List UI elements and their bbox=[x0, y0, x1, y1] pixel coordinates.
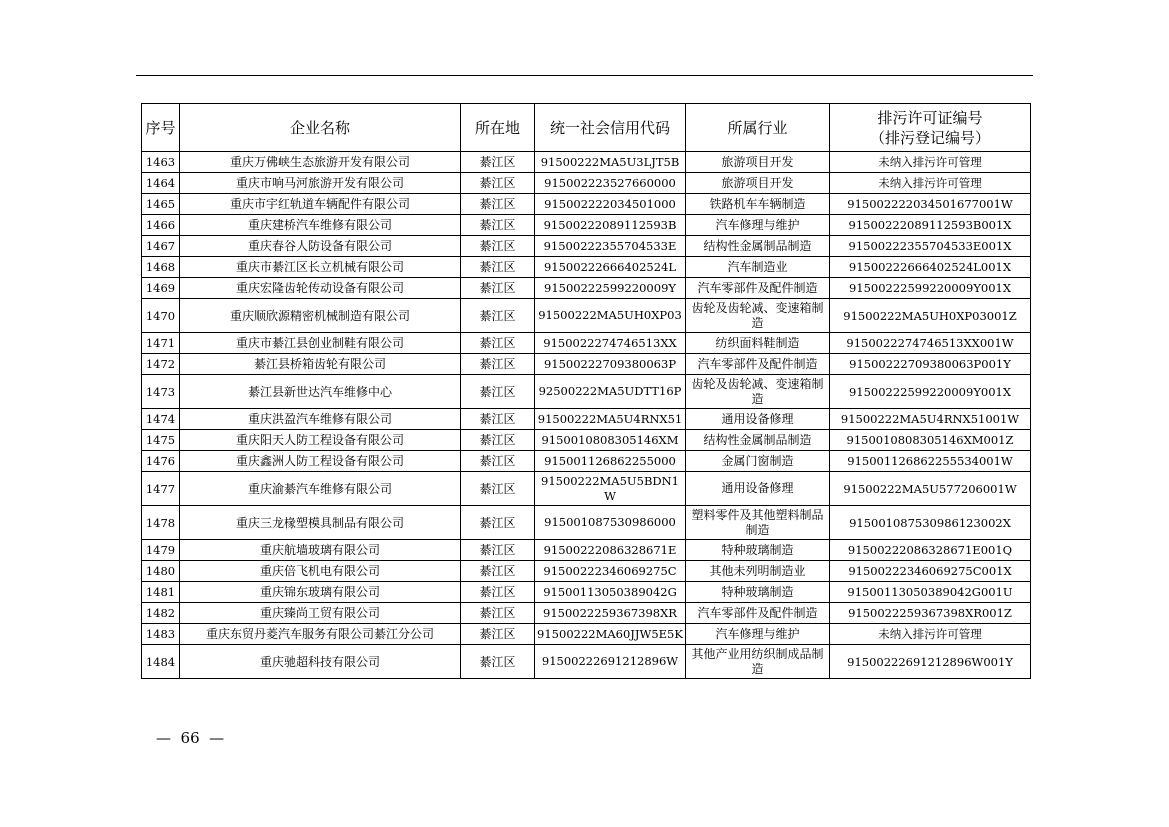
cell-credit-code: 9150022259367398XR bbox=[535, 603, 686, 624]
cell-permit: 91500113050389042G001U bbox=[830, 582, 1031, 603]
header-permit-line1: 排污许可证编号 bbox=[877, 108, 983, 127]
table-row bbox=[142, 645, 1031, 679]
cell-no: 1471 bbox=[142, 333, 180, 354]
cell-name: 重庆万佛峡生态旅游开发有限公司 bbox=[180, 152, 461, 173]
cell-credit-code: 915001126862255000 bbox=[535, 451, 686, 472]
table-row bbox=[142, 624, 1031, 645]
cell-industry: 通用设备修理 bbox=[686, 472, 830, 506]
cell-location: 綦江区 bbox=[461, 278, 535, 299]
cell-credit-code: 9150022208911​2593B bbox=[535, 215, 686, 236]
cell-industry: 特种玻璃制造 bbox=[686, 540, 830, 561]
cell-industry: 铁路机车车辆制造 bbox=[686, 194, 830, 215]
cell-industry: 汽车修理与维护 bbox=[686, 215, 830, 236]
cell-credit-code: 91500222086328671E bbox=[535, 540, 686, 561]
cell-industry: 齿轮及齿轮减、变速箱制造 bbox=[686, 375, 830, 409]
table-header-row bbox=[142, 104, 1031, 152]
table-row bbox=[142, 409, 1031, 430]
cell-no: 1479 bbox=[142, 540, 180, 561]
cell-no: 1478 bbox=[142, 506, 180, 540]
cell-credit-code: 91500222MA5U3LJT5B bbox=[535, 152, 686, 173]
cell-no: 1465 bbox=[142, 194, 180, 215]
cell-industry: 旅游项目开发 bbox=[686, 173, 830, 194]
cell-location: 綦江区 bbox=[461, 194, 535, 215]
table-row bbox=[142, 236, 1031, 257]
cell-industry: 汽车零部件及配件制造 bbox=[686, 278, 830, 299]
cell-credit-code: 91500222666402524L bbox=[535, 257, 686, 278]
cell-location: 綦江区 bbox=[461, 472, 535, 506]
cell-credit-code: 91500222MA5U5BDN1W bbox=[535, 472, 686, 506]
cell-name: 重庆春谷人防设备有限公司 bbox=[180, 236, 461, 257]
cell-permit: 未纳入排污许可管理 bbox=[830, 173, 1031, 194]
cell-location: 綦江区 bbox=[461, 409, 535, 430]
cell-industry: 通用设备修理 bbox=[686, 409, 830, 430]
cell-name: 綦江县新世达汽车维修中心 bbox=[180, 375, 461, 409]
cell-no: 1469 bbox=[142, 278, 180, 299]
cell-permit: 91500222203450167700​1W bbox=[830, 194, 1031, 215]
cell-permit: 91500222MA5UH0XP03001Z bbox=[830, 299, 1031, 333]
cell-no: 1475 bbox=[142, 430, 180, 451]
cell-credit-code: 91500222MA5UH0XP03 bbox=[535, 299, 686, 333]
cell-location: 綦江区 bbox=[461, 561, 535, 582]
cell-permit: 91500222089112593B001X bbox=[830, 215, 1031, 236]
cell-permit: 91500112686225553​4001W bbox=[830, 451, 1031, 472]
cell-credit-code: 915001087530986000 bbox=[535, 506, 686, 540]
header-credit-code: 统一社会信用代码 bbox=[535, 104, 686, 152]
cell-permit: 9150022274746513XX001W bbox=[830, 333, 1031, 354]
cell-no: 1474 bbox=[142, 409, 180, 430]
cell-no: 1466 bbox=[142, 215, 180, 236]
cell-name: 重庆市綦江县创业制鞋有限公司 bbox=[180, 333, 461, 354]
cell-permit: 91500222599220009Y001X bbox=[830, 278, 1031, 299]
cell-location: 綦江区 bbox=[461, 236, 535, 257]
cell-industry: 汽车零部件及配件制造 bbox=[686, 354, 830, 375]
table-row bbox=[142, 451, 1031, 472]
cell-permit: 91500222346069275C001X bbox=[830, 561, 1031, 582]
cell-name: 重庆三龙椽塑模具制品有限公司 bbox=[180, 506, 461, 540]
cell-name: 重庆臻尚工贸有限公司 bbox=[180, 603, 461, 624]
cell-permit: 91500222709380063P001Y bbox=[830, 354, 1031, 375]
cell-name: 重庆顺欣源精密机械制造有限公司 bbox=[180, 299, 461, 333]
cell-no: 1482 bbox=[142, 603, 180, 624]
cell-name: 重庆鑫洲人防工程设备有限公司 bbox=[180, 451, 461, 472]
cell-permit: 91500222599220009Y001X bbox=[830, 375, 1031, 409]
header-permit bbox=[830, 104, 1031, 152]
cell-credit-code: 91500222709380063P bbox=[535, 354, 686, 375]
cell-industry: 齿轮及齿轮减、变速箱制造 bbox=[686, 299, 830, 333]
cell-name: 重庆阳天人防工程设备有限公司 bbox=[180, 430, 461, 451]
table-row bbox=[142, 299, 1031, 333]
cell-no: 1484 bbox=[142, 645, 180, 679]
cell-industry: 其他产业用纺织制成品制造 bbox=[686, 645, 830, 679]
cell-industry: 塑料零件及其他塑料制品制造 bbox=[686, 506, 830, 540]
cell-permit: 91500222MA5U4RNX51001W bbox=[830, 409, 1031, 430]
cell-credit-code: 915002222034501000 bbox=[535, 194, 686, 215]
cell-location: 綦江区 bbox=[461, 299, 535, 333]
header-industry: 所属行业 bbox=[686, 104, 830, 152]
cell-location: 綦江区 bbox=[461, 354, 535, 375]
header-name: 企业名称 bbox=[180, 104, 461, 152]
top-rule bbox=[136, 75, 1033, 76]
cell-no: 1472 bbox=[142, 354, 180, 375]
cell-name: 重庆航墙玻璃有限公司 bbox=[180, 540, 461, 561]
cell-permit: 未纳入排污许可管理 bbox=[830, 624, 1031, 645]
cell-location: 綦江区 bbox=[461, 645, 535, 679]
cell-location: 綦江区 bbox=[461, 603, 535, 624]
cell-name: 重庆洪盈汽车维修有限公司 bbox=[180, 409, 461, 430]
table-row bbox=[142, 215, 1031, 236]
cell-industry: 汽车零部件及配件制造 bbox=[686, 603, 830, 624]
cell-permit: 9150010808305146XM001Z bbox=[830, 430, 1031, 451]
cell-name: 重庆建桥汽车维修有限公司 bbox=[180, 215, 461, 236]
cell-location: 綦江区 bbox=[461, 430, 535, 451]
cell-no: 1477 bbox=[142, 472, 180, 506]
cell-name: 重庆渝綦汽车维修有限公司 bbox=[180, 472, 461, 506]
cell-name: 重庆宏隆齿轮传动设备有限公司 bbox=[180, 278, 461, 299]
cell-name: 重庆市响马河旅游开发有限公司 bbox=[180, 173, 461, 194]
cell-credit-code: 92500222MA5UDTT16P bbox=[535, 375, 686, 409]
table-row bbox=[142, 173, 1031, 194]
cell-permit: 91500222666402524L001X bbox=[830, 257, 1031, 278]
table-row bbox=[142, 582, 1031, 603]
cell-no: 1470 bbox=[142, 299, 180, 333]
cell-location: 綦江区 bbox=[461, 215, 535, 236]
cell-location: 綦江区 bbox=[461, 582, 535, 603]
cell-industry: 金属门窗制造 bbox=[686, 451, 830, 472]
table-row bbox=[142, 375, 1031, 409]
cell-industry: 汽车修理与维护 bbox=[686, 624, 830, 645]
header-no: 序号 bbox=[142, 104, 180, 152]
page-number: — 66 — bbox=[156, 729, 225, 747]
cell-location: 綦江区 bbox=[461, 624, 535, 645]
table-row bbox=[142, 194, 1031, 215]
cell-name: 重庆东贸丹菱汽车服务有限公司綦江分公司 bbox=[180, 624, 461, 645]
cell-location: 綦江区 bbox=[461, 333, 535, 354]
cell-name: 重庆倍飞机电有限公司 bbox=[180, 561, 461, 582]
cell-credit-code: 91500222MA60JJW5E5K bbox=[535, 624, 686, 645]
table-row bbox=[142, 152, 1031, 173]
table-row bbox=[142, 506, 1031, 540]
cell-no: 1476 bbox=[142, 451, 180, 472]
cell-credit-code: 9150010808305146XM bbox=[535, 430, 686, 451]
cell-name: 重庆市綦江区长立机械有限公司 bbox=[180, 257, 461, 278]
table-row bbox=[142, 430, 1031, 451]
cell-permit: 91500222691212896W001Y bbox=[830, 645, 1031, 679]
table-row bbox=[142, 333, 1031, 354]
cell-no: 1467 bbox=[142, 236, 180, 257]
cell-permit: 未纳入排污许可管理 bbox=[830, 152, 1031, 173]
cell-industry: 纺织面料鞋制造 bbox=[686, 333, 830, 354]
cell-name: 重庆驰超科技有限公司 bbox=[180, 645, 461, 679]
table-body bbox=[142, 152, 1031, 679]
cell-no: 1481 bbox=[142, 582, 180, 603]
cell-credit-code: 91500222346069275C bbox=[535, 561, 686, 582]
cell-credit-code: 915002223527660000 bbox=[535, 173, 686, 194]
cell-location: 綦江区 bbox=[461, 540, 535, 561]
table-row bbox=[142, 257, 1031, 278]
enterprise-table bbox=[141, 103, 1031, 679]
table-row bbox=[142, 472, 1031, 506]
cell-permit: 91500222MA5U577206001W bbox=[830, 472, 1031, 506]
table-row bbox=[142, 561, 1031, 582]
cell-no: 1463 bbox=[142, 152, 180, 173]
cell-location: 綦江区 bbox=[461, 451, 535, 472]
cell-industry: 结构性金属制品制造 bbox=[686, 430, 830, 451]
cell-industry: 特种玻璃制造 bbox=[686, 582, 830, 603]
cell-industry: 其他未列明制造业 bbox=[686, 561, 830, 582]
cell-no: 1483 bbox=[142, 624, 180, 645]
cell-no: 1464 bbox=[142, 173, 180, 194]
cell-name: 綦江县桥箱齿轮有限公司 bbox=[180, 354, 461, 375]
cell-credit-code: 9150022274746513XX bbox=[535, 333, 686, 354]
cell-permit: 9150022259367398XR001Z bbox=[830, 603, 1031, 624]
cell-credit-code: 91500222355704533E bbox=[535, 236, 686, 257]
cell-location: 綦江区 bbox=[461, 506, 535, 540]
header-location: 所在地 bbox=[461, 104, 535, 152]
table-row bbox=[142, 603, 1031, 624]
table-row bbox=[142, 278, 1031, 299]
cell-location: 綦江区 bbox=[461, 173, 535, 194]
table-row bbox=[142, 354, 1031, 375]
cell-location: 綦江区 bbox=[461, 375, 535, 409]
cell-credit-code: 91500222MA5U4RNX51 bbox=[535, 409, 686, 430]
cell-permit: 91500222086328671E001Q bbox=[830, 540, 1031, 561]
cell-industry: 结构性金属制品制造 bbox=[686, 236, 830, 257]
cell-no: 1480 bbox=[142, 561, 180, 582]
table-row bbox=[142, 540, 1031, 561]
cell-industry: 旅游项目开发 bbox=[686, 152, 830, 173]
cell-credit-code: 91500222691212896W bbox=[535, 645, 686, 679]
cell-credit-code: 91500222599220009Y bbox=[535, 278, 686, 299]
cell-no: 1468 bbox=[142, 257, 180, 278]
cell-no: 1473 bbox=[142, 375, 180, 409]
cell-permit: 91500222355704533E001X bbox=[830, 236, 1031, 257]
cell-name: 重庆锦东玻璃有限公司 bbox=[180, 582, 461, 603]
cell-industry: 汽车制造业 bbox=[686, 257, 830, 278]
cell-location: 綦江区 bbox=[461, 152, 535, 173]
header-permit-line2: （排污登记编号） bbox=[869, 128, 990, 147]
cell-permit: 91500108753098612300​2X bbox=[830, 506, 1031, 540]
cell-name: 重庆市宇红轨道车辆配件有限公司 bbox=[180, 194, 461, 215]
cell-credit-code: 91500113050389042G bbox=[535, 582, 686, 603]
cell-location: 綦江区 bbox=[461, 257, 535, 278]
